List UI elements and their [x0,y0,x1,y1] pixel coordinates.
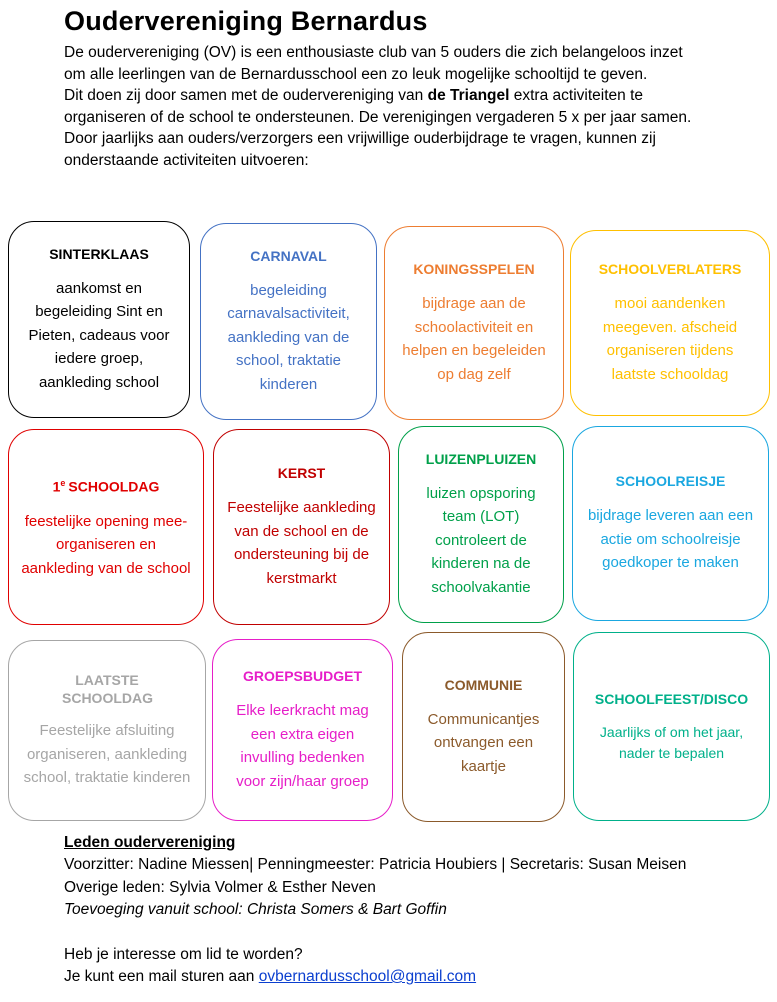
activity-card-carnaval [200,223,377,420]
activity-description: Feestelijke aankleding van de school en de ondersteuning bij de kerstmarkt [227,499,376,587]
intro-line [64,85,764,107]
activity-card-koningsspelen [384,226,564,420]
board-members: Voorzitter: Nadine Miessen| Penningmeester: Patricia Houbiers | Secretaris: Susan Meisen [64,856,687,874]
school-members: Toevoeging vanuit school: Christa Somers & Bart Goffin [64,901,447,919]
activity-title: SINTERKLAAS [49,245,149,262]
join-question: Heb je interesse om lid te worden? [64,945,303,963]
intro-line-part: extra activiteiten te [509,87,643,105]
activity-title: GROEPSBUDGET [242,668,362,684]
activity-card-laatste-schooldag [8,640,206,821]
intro-line-part: Dit doen zij door samen met de oudervereniging van [64,87,428,105]
activity-card-schoolfeest [573,632,770,821]
activity-card-luizenpluizen [398,426,564,623]
activity-description: mooi aandenken meegeven. afscheid organiseren tijdens laatste schooldag [602,295,738,383]
spacer [64,922,764,944]
activity-title: CARNAVAL [250,247,327,264]
mail-line [64,966,764,988]
activity-title [53,474,160,496]
triangel-name: de Triangel [427,87,510,105]
activity-description: luizen opsporing team (LOT) controleert de kinderen na de schoolvakantie [426,484,536,596]
activity-description: aankomst en begeleiding Sint en Pieten, cadeaus voor iedere groep, aankleding school [28,279,170,391]
members-section [64,832,764,988]
intro-line: organiseren of de school te ondersteunen. De verenigingen vergaderen 5 x per jaar samen. [64,108,692,126]
ordinal-number: 1 [52,478,61,495]
other-members: Overige leden: Sylvia Volmer & Esther Neven [64,878,376,896]
activity-description: bijdrage aan de schoolactiviteit en helpen en begeleiden op dag zelf [402,295,546,383]
members-heading: Leden oudervereniging [64,834,236,851]
activity-title: LUIZENPLUIZEN [425,450,537,467]
activity-description: feestelijke opening mee-organiseren en aankleding van de school [21,512,191,577]
activity-title: SCHOOLREISJE [615,473,726,490]
activity-card-eerste-schooldag [8,429,204,625]
activity-description: begeleiding carnavalsactiviteit, aankleding van de school, traktatie kinderen [227,281,350,393]
activity-card-sinterklaas [8,221,190,418]
activity-description: Jaarlijks of om het jaar, nader te bepalen [599,723,744,761]
intro-line: onderstaande activiteiten uitvoeren: [64,151,309,169]
activity-description: bijdrage leveren aan een actie om schoolreisje goedkoper te maken [587,507,754,572]
activity-card-schoolverlaters [570,230,770,416]
activity-title: COMMUNIE [444,676,523,693]
ordinal-suffix: e [60,477,66,488]
intro-line: Door jaarlijks aan ouders/verzorgers een vrijwillige ouderbijdrage te vragen, kunnen zij [64,130,656,148]
activity-title: KERST [277,465,326,481]
activity-description: Communicantjes ontvangen een kaartje [427,710,540,775]
activity-card-groepsbudget [212,639,393,821]
activity-title-text: SCHOOLDAG [68,478,160,495]
mail-prefix: Je kunt een mail sturen aan [64,968,259,986]
activity-title: KONINGSSPELEN [413,261,535,277]
activity-title: LAATSTE SCHOOLDAG [62,672,153,707]
intro-line: om alle leerlingen van de Bernardusschool een zo leuk mogelijke schooltijd te geven. [64,65,648,83]
activity-description: Feestelijke afsluiting organiseren, aankleding school, traktatie kinderen [23,722,191,787]
intro-text [64,42,764,172]
activity-description: Elke leerkracht mag een extra eigen invulling bedenken voor zijn/haar groep [236,702,369,790]
activity-card-communie [402,632,565,822]
activity-card-schoolreisje [572,426,769,621]
activity-card-kerst [213,429,390,625]
activity-title: SCHOOLFEEST/DISCO [594,690,749,707]
mail-link[interactable]: ovbernardusschool@gmail.com [258,968,477,986]
intro-line: De oudervereniging (OV) is een enthousiaste club van 5 ouders die zich belangeloos inzet [64,44,683,61]
page-title: Oudervereniging Bernardus [64,6,428,36]
activity-title: SCHOOLVERLATERS [598,261,742,277]
